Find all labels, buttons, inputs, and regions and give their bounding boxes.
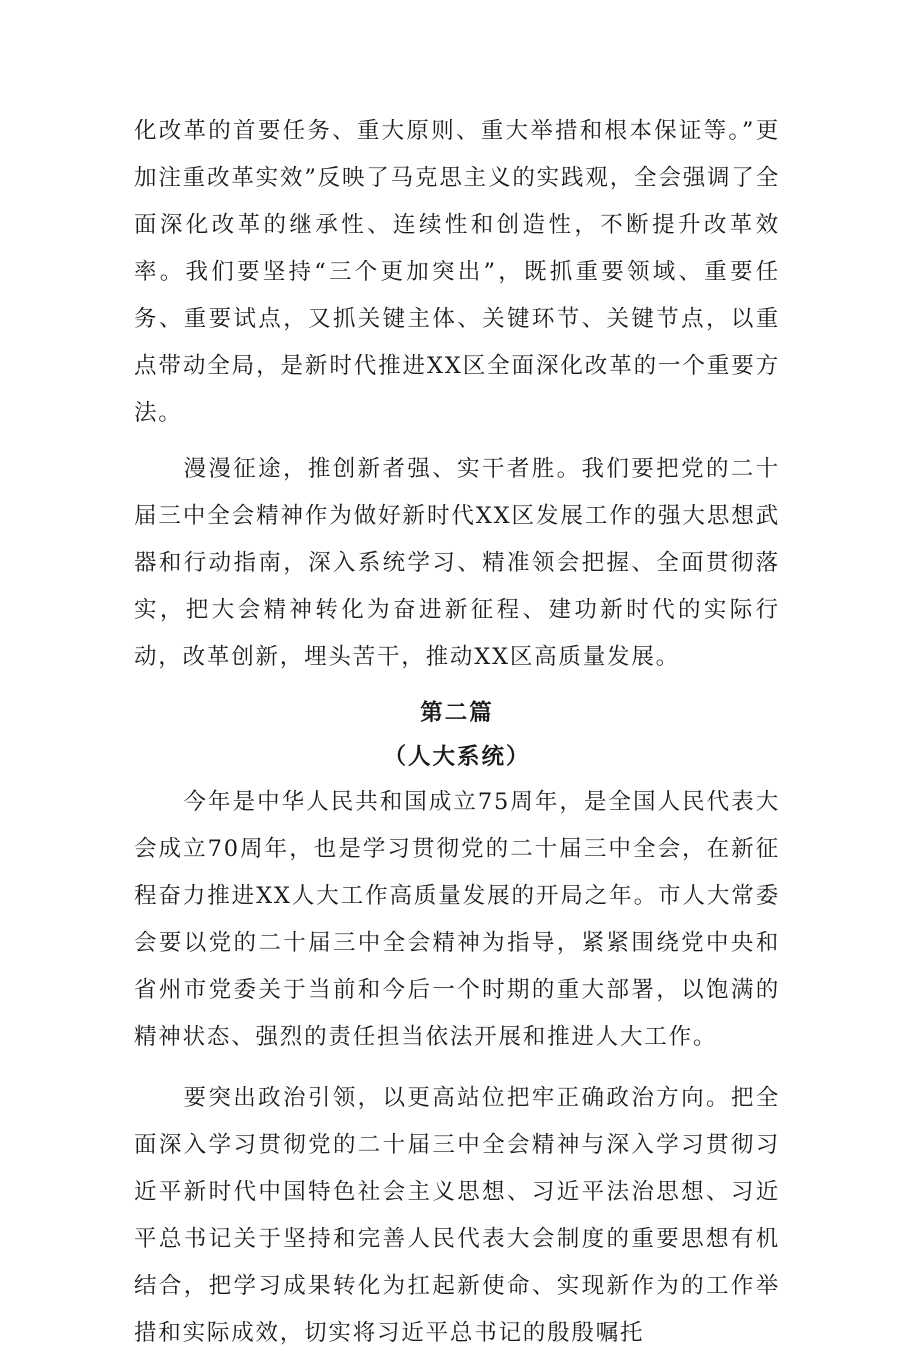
section-title: 第二篇 xyxy=(420,700,494,726)
paragraph-continued: 化改革的首要任务、重大原则、重大举措和根本保证等。”更加注重改革实效”反映了马克思主义的实践观，全会强调了全面深化改革的继承性、连续性和创造性，不断提升改革效率。我们要坚持“三个更加突出”，既抓重要领域、重要任务、重要试点，又抓关键主体、关键环节、关键节点，以重点带动全局，是新时代推进XX区全面深化改革的一个重要方法。 xyxy=(134,118,780,426)
paragraph-political-guidance: 要突出政治引领，以更高站位把牢正确政治方向。把全面深入学习贯彻党的二十届三中全会精神与深入学习贯彻习近平新时代中国特色社会主义思想、习近平法治思想、习近平总书记关于坚持和完善人民代表大会制度的重要思想有机结合，把学习成果转化为扛起新使命、实现新作为的工作举措和实际成效，切实将习近平总书记的殷殷嘱托 xyxy=(134,1085,780,1346)
paragraph-intro: 今年是中华人民共和国成立75周年，是全国人民代表大会成立70周年，也是学习贯彻党的二十届三中全会，在新征程奋力推进XX人大工作高质量发展的开局之年。市人大常委会要以党的二十届三中全会精神为指导，紧紧围绕党中央和省州市党委关于当前和今后一个时期的重大部署，以饱满的精神状态、强烈的责任担当依法开展和推进人大工作。 xyxy=(134,789,780,1050)
paragraph-closing: 漫漫征途，推创新者强、实干者胜。我们要把党的二十届三中全会精神作为做好新时代XX区发展工作的强大思想武器和行动指南，深入系统学习、精准领会把握、全面贯彻落实，把大会精神转化为奋进新征程、建功新时代的实际行动，改革创新，埋头苦干，推动XX区高质量发展。 xyxy=(134,456,780,670)
section-subtitle: （人大系统） xyxy=(383,744,531,770)
